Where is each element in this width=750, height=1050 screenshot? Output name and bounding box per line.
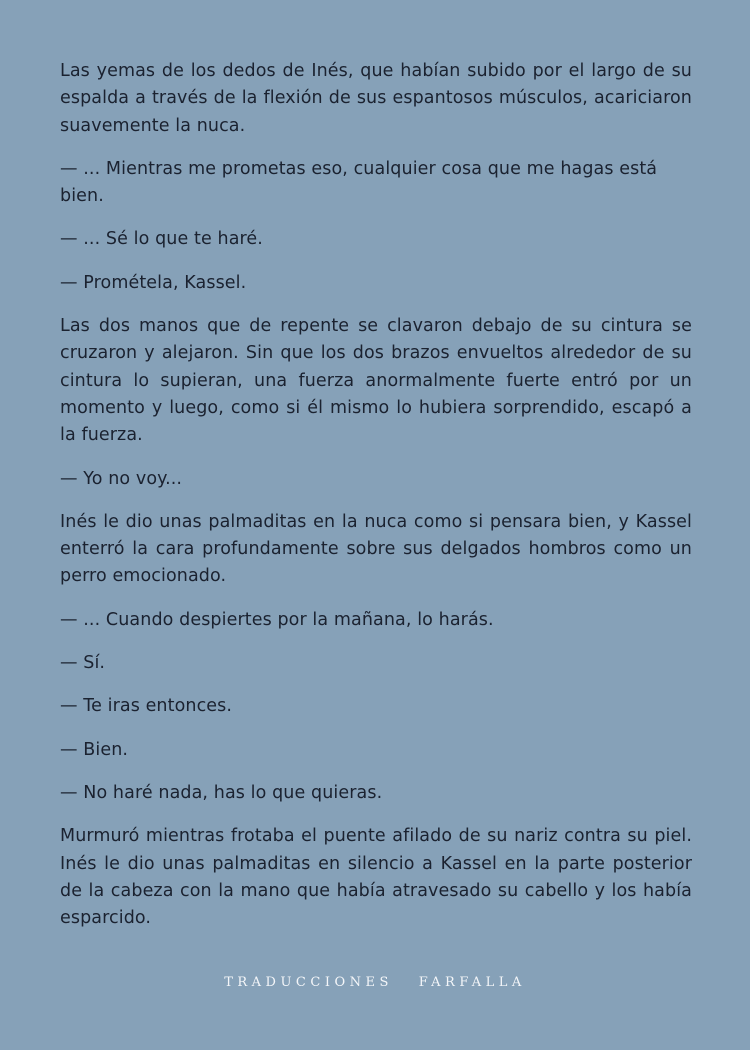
paragraph-1: Las yemas de los dedos de Inés, que habían subido por el largo de su espalda a través de la flexión de sus espantosos músculos, acariciaron suavemente la nuca. xyxy=(60,61,692,136)
dialogue-line-3: — Prométela, Kassel. xyxy=(60,272,247,293)
dialogue-line-6: — Sí. xyxy=(60,653,106,674)
footer-credit: TRADUCCIONES FARFALLA xyxy=(224,975,526,990)
dialogue-line-8: — Bien. xyxy=(60,739,129,760)
dialogue-line-5: — ... Cuando despiertes por la mañana, lo harás. xyxy=(60,609,494,630)
paragraph-3: Inés le dio unas palmaditas en la nuca como si pensara bien, y Kassel enterró la cara profundamente sobre sus delgados hombros como un perro emocionado. xyxy=(60,511,692,587)
document-body xyxy=(60,58,692,948)
dialogue-line-4: — Yo no voy... xyxy=(60,468,183,489)
dialogue-line-2: — ... Sé lo que te haré. xyxy=(60,229,263,250)
dialogue-line-7: — Te iras entonces. xyxy=(60,696,233,717)
paragraph-4: Murmuró mientras frotaba el puente afilado de su nariz contra su piel. Inés le dio unas palmaditas en silencio a Kassel en la parte posterior de la cabeza con la mano que había atravesado su cabello y los había esparcido. xyxy=(60,826,692,929)
dialogue-line-9: — No haré nada, has lo que quieras. xyxy=(60,782,383,803)
paragraph-2: Las dos manos que de repente se clavaron debajo de su cintura se cruzaron y alejaron. Sin que los dos brazos envueltos alrededor de su cintura lo supieran, una fuerza anormalmente fuerte entró por un momento y luego, como si él mismo lo hubiera sorprendido, escapó a la fuerza. xyxy=(60,316,692,446)
dialogue-line-1: — ... Mientras me prometas eso, cualquier cosa que me hagas está bien. xyxy=(60,158,658,207)
